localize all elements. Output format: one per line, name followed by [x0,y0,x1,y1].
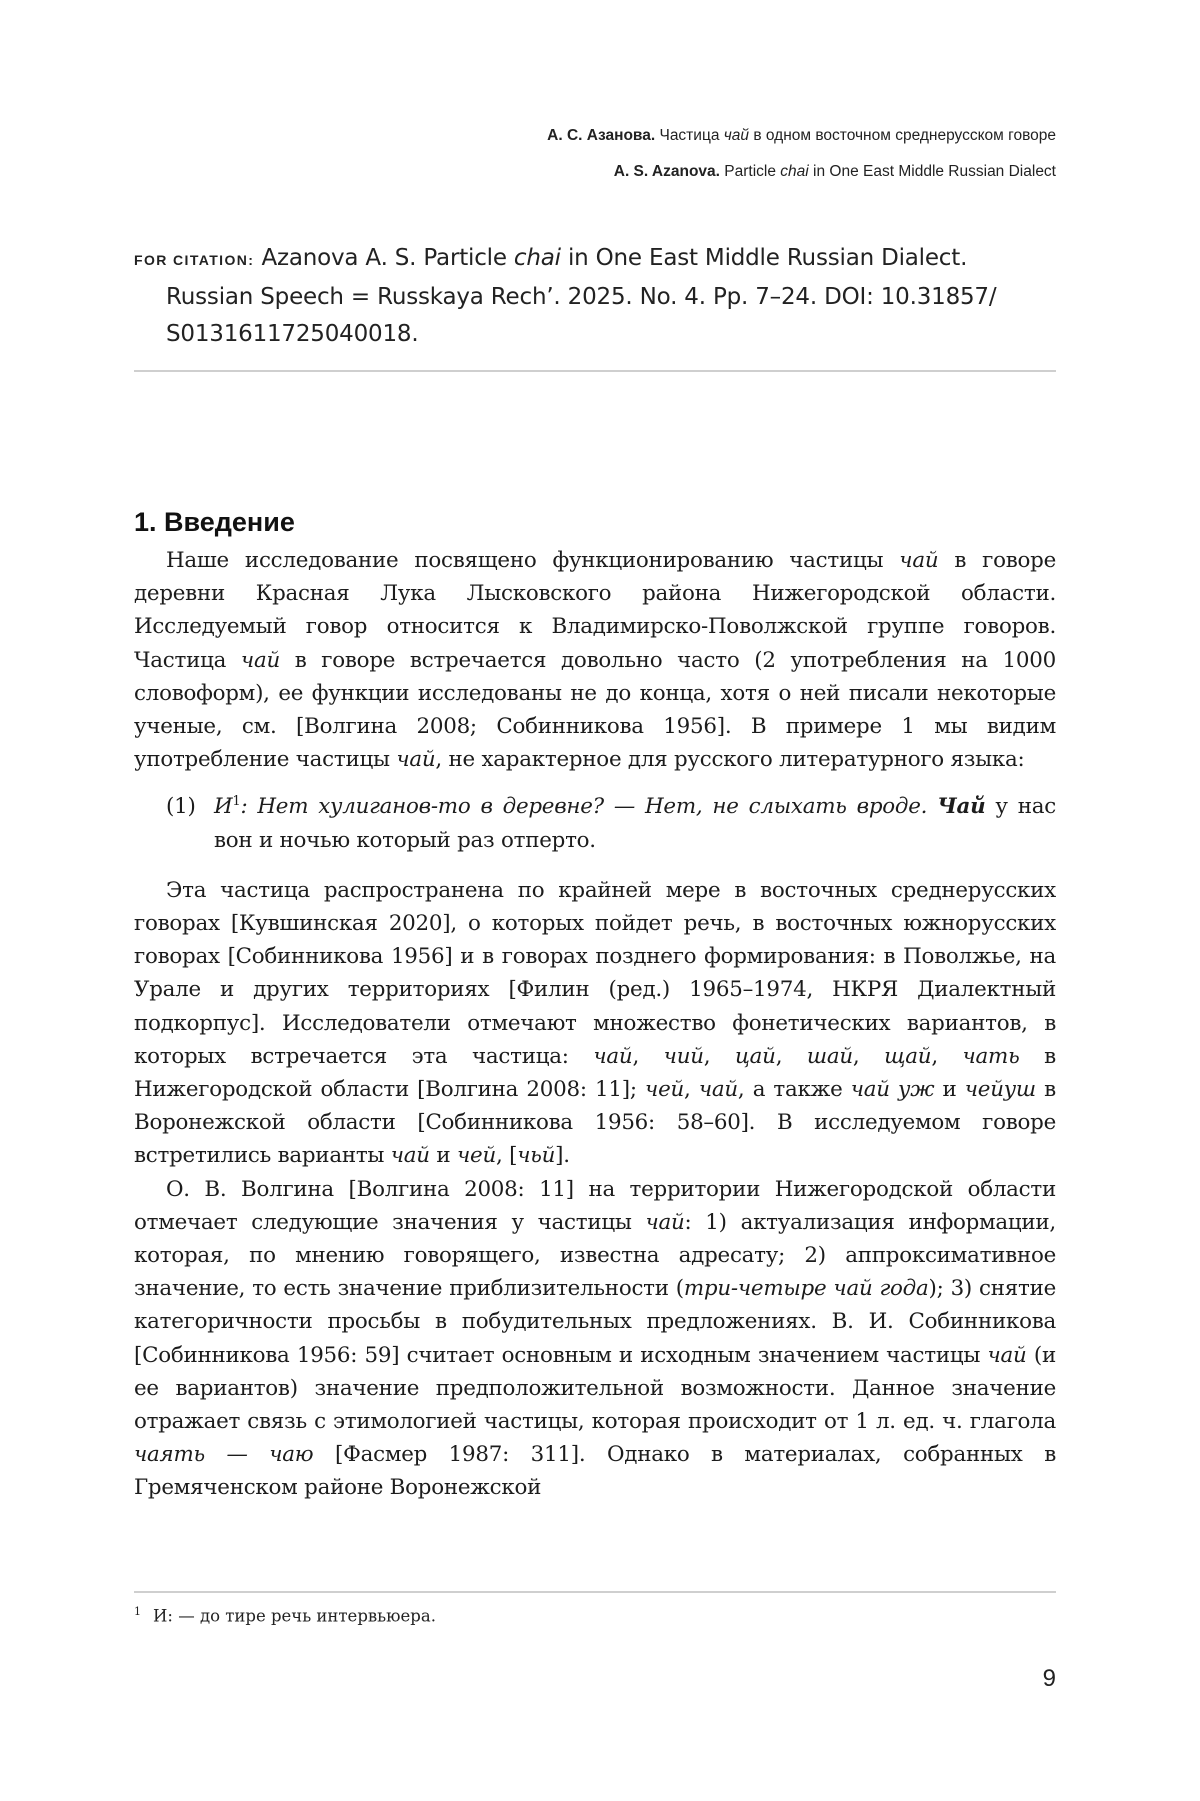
citation-block [134,240,1056,353]
text-run: в говоре встречается довольно часто (2 употребления на 1000 словоформ), ее функции исследованы не до конца, хотя о ней писали некоторые ученые, см. [Волгина 2008; Собинникова 1956]. В примере 1 мы видим употребление частицы [134,647,1056,773]
text-run: и [942,1077,957,1103]
term: чий [663,1043,704,1069]
term: чай [390,1143,430,1169]
article-body [134,544,1056,1505]
text-run: в говоре деревни Красная Лука Лысковского района Нижегородской области. Исследуемый говор относится к Владимирско-Поволжской группе говоров. Частица [134,548,1056,673]
example-run: у нас вон и ночью который раз отперто. [214,794,1056,853]
footnote-mark: 1 [134,1605,141,1618]
term: цай [734,1043,776,1069]
header-term: chai [780,163,809,180]
header-author-en: A. S. Azanova. [613,163,720,180]
header-text: Particle [724,163,776,180]
header-text: in One East Middle Russian Dialect [813,163,1056,180]
footnote [134,1605,1056,1626]
term: чай [698,1077,738,1103]
text-run: , [ [495,1143,518,1169]
term: чей [456,1143,496,1169]
term: чей [645,1077,685,1103]
example-run: : Нет хулиганов-то в деревне? — Нет, не слыхать вроде. [240,794,928,820]
term: чай [396,747,436,773]
text-run: : 1) актуализация информации, которая, по мнению говорящего, известна адресату; 2) аппроксимативное значение, то есть значение приблизительности ( [134,1209,1056,1302]
example-highlight: Чай [937,794,986,820]
text-run: (и ее вариантов) значение предположительной возможности. Данное значение отражает связь с этимологией частицы, которая происходит от 1 л. ед. ч. глагола [134,1342,1056,1435]
running-header-english [134,163,1056,181]
paragraph-3 [134,1173,1056,1505]
text-run: , а также [737,1077,843,1103]
speaker-label: И [214,794,233,820]
text-run: ]. [555,1143,570,1169]
term: чай [240,647,280,673]
example-text [214,790,1056,856]
section-heading: 1. Введение [134,507,295,537]
term: шай [806,1043,853,1069]
text-run: Наше исследование посвящено функционированию частицы [166,548,884,573]
term: чай [593,1043,633,1069]
term: чай [987,1342,1027,1368]
term: чай уж [850,1077,935,1103]
running-header-russian [134,127,1056,145]
term: чейуш [964,1077,1036,1103]
text-run: в Воронежской области [Собинникова 1956: 58–60]. В исследуемом говоре встретились варианты [134,1077,1056,1169]
term: чать [962,1043,1020,1069]
divider [134,370,1056,372]
term: чай [645,1209,685,1235]
citation-text: Azanova A. S. Particle [261,245,507,271]
page-number: 9 [1042,1665,1056,1692]
example-number: (1) [166,794,196,820]
text-run: О. В. Волгина [Волгина 2008: 11] на территории Нижегородской области отмечает следующие значения у частицы [134,1176,1056,1235]
term: щай [884,1043,932,1069]
citation-label: FOR CITATION: [134,252,255,268]
citation-term: chai [513,245,561,271]
term: три-четыре чай года [683,1276,929,1302]
text-run: в Нижегородской области [Волгина 2008: 11]; [134,1043,1056,1103]
header-author-ru: А. С. Азанова. [547,127,656,144]
text-run: , не характерное для русского литературного языка: [435,747,1025,773]
text-run: и [436,1143,451,1169]
footnote-reference[interactable]: 1 [232,794,241,810]
term: чаять — чаю [134,1442,314,1468]
term: чьй [517,1143,556,1169]
header-term: чай [723,127,750,144]
footnote-text: И: — до тире речь интервьюера. [153,1606,436,1626]
paragraph-2: Эта частица распространена по крайней мере в восточных среднерусских говорах [Кувшинская 2020], о которых пойдет речь, в восточных южнорусских говорах [Собинникова 1956] и в говорах позднего формирования: в Поволжье, на Урале и других территориях [Филин (ред.) 1965–1974, НКРЯ Диалектный подкорпус]. Исследователи отмечают множество фонетических вариантов, в которых встречается эта частица: чай, чий, цай, шай, щай, чать в Нижегородской области [Волгина 2008: 11]; чей, чай, а также чай уж и чейуш в Воронежской области [Собинникова 1956: 58–60]. В исследуемом говоре встретились варианты чай и чей, [чьй]. [134,877,1056,1169]
header-text: в одном восточном среднерусском говоре [753,127,1056,144]
text-run: ); 3) снятие категоричности просьбы в побудительных предложениях. В. И. Собинникова [Собинникова 1956: 59] считает основным и исходным значением частицы [134,1276,1057,1368]
paragraph-1 [134,544,1056,776]
header-text: Частица [659,127,720,144]
term: чай [899,548,939,573]
footnote-divider [134,1591,1056,1593]
citation-text: in One East Middle Russian Dialect. Russian Speech = Russkaya Rech’. 2025. No. 4. Pp. 7–24. DOI: 10.31857/ S0131611725040018. [166,245,997,347]
example-1 [134,790,1056,856]
text-run: [Фасмер 1987: 311]. Однако в материалах, собранных в Гремяченском районе Воронежской [134,1442,1056,1501]
text-run: Эта частица распространена по крайней мере в восточных среднерусских говорах [Кувшинская 2020], о которых пойдет речь, в восточных южнорусских говорах [Собинникова 1956] и в говорах позднего формирования: в Поволжье, на Урале и других территориях [Филин (ред.) 1965–1974, НКРЯ Диалектный подкорпус]. Исследователи отмечают множество фонетических вариантов, в которых встречается эта частица: [134,877,1056,1069]
